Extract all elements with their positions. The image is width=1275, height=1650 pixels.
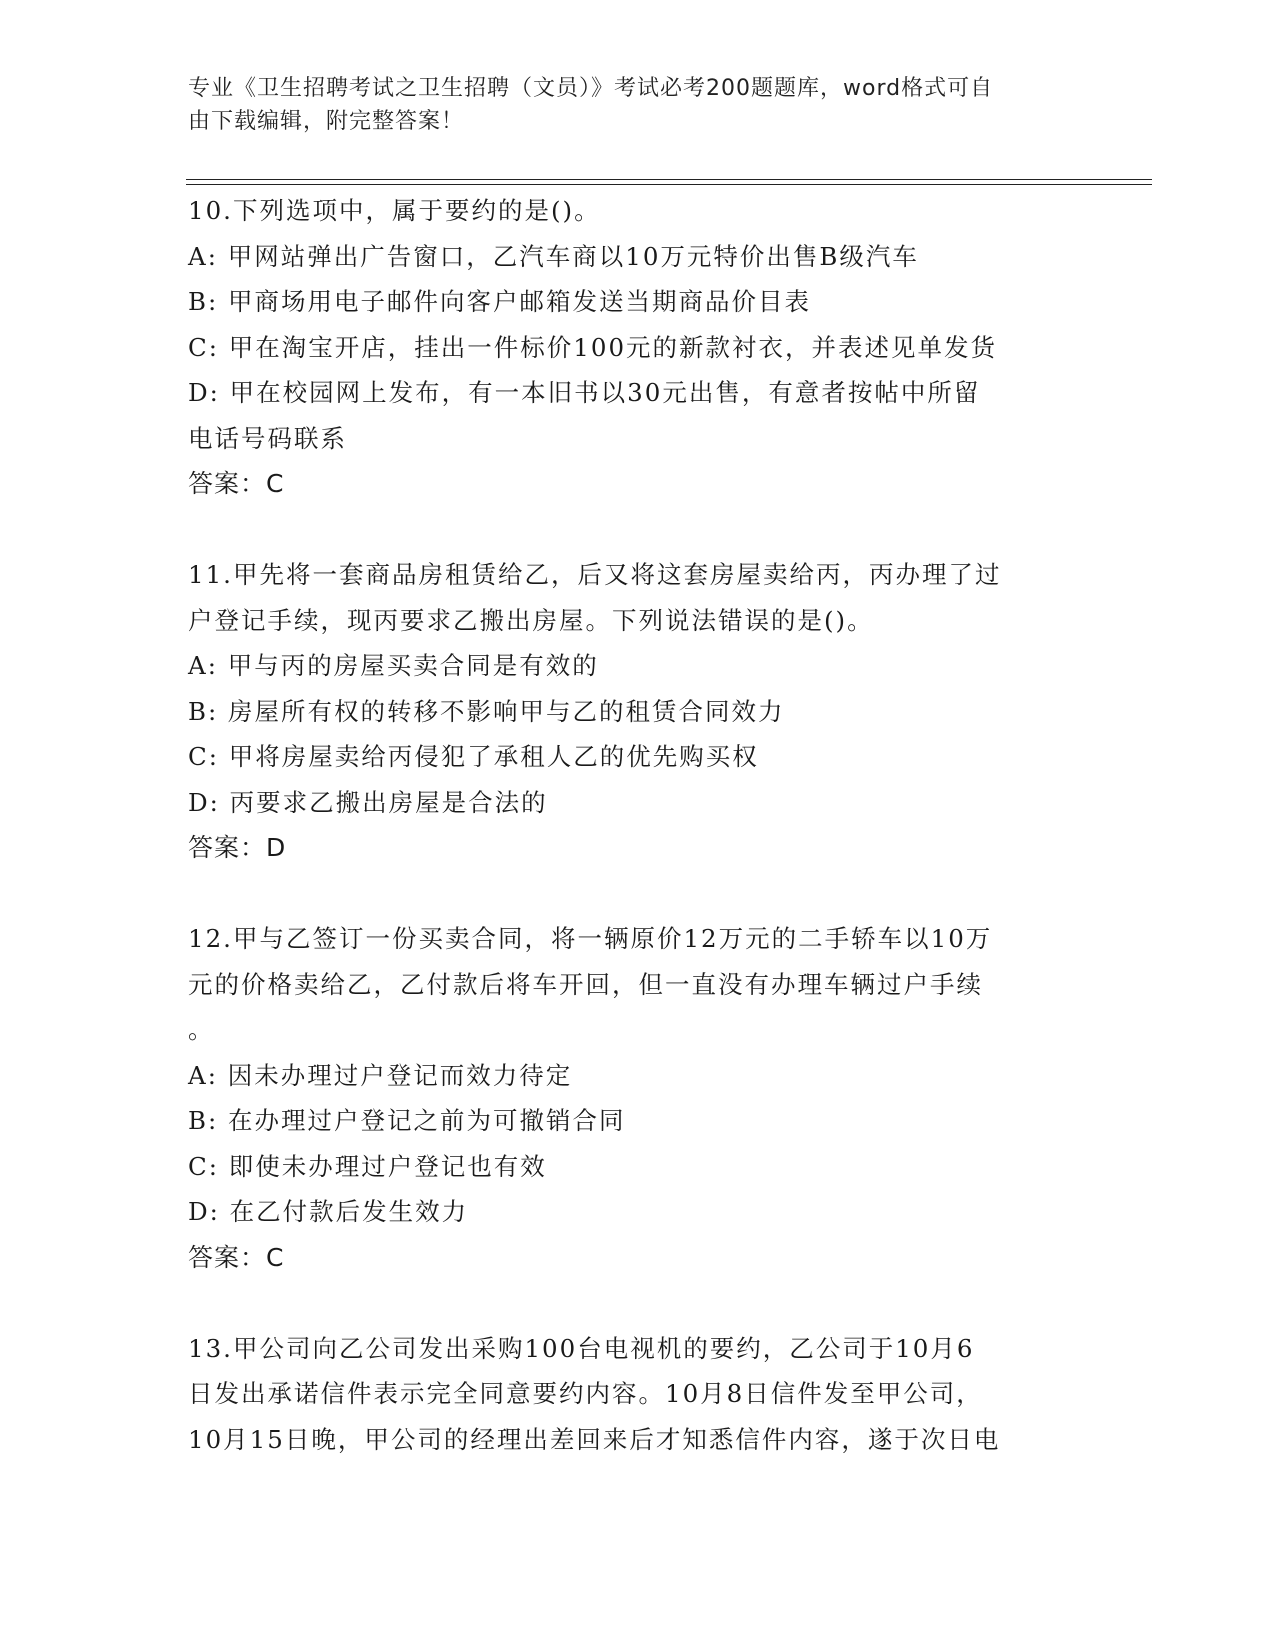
question-list: [188, 188, 1088, 1462]
question-12-answer: 答案：C: [188, 1242, 285, 1272]
question-10-answer: 答案：C: [188, 469, 285, 498]
question-11-option-d: D: 丙要求乙搬出房屋是合法的: [188, 787, 548, 817]
question-10-option-d: D: 甲在校园网上发布，有一本旧书以30元出售，有意者按帖中所留: [188, 378, 981, 407]
header-line-2: 由下载编辑，附完整答案！: [188, 109, 465, 134]
question-10-option-a: A: 甲网站弹出广告窗口，乙汽车商以10万元特价出售B级汽车: [188, 241, 919, 271]
question-11: [188, 552, 1088, 871]
question-12: [188, 916, 1088, 1280]
question-12-option-c: C: 即使未办理过户登记也有效: [188, 1151, 547, 1181]
question-11-option-c: C: 甲将房屋卖给丙侵犯了承租人乙的优先购买权: [188, 742, 759, 771]
question-11-answer: 答案：D: [188, 833, 287, 862]
header-line-1: 专业《卫生招聘考试之卫生招聘（文员）》考试必考200题题库，word格式可自: [188, 76, 994, 101]
question-11-stem: 11.甲先将一套商品房租赁给乙，后又将这套房屋卖给丙，丙办理了过: [188, 560, 1002, 589]
question-13-stem-cont-1: 日发出承诺信件表示完全同意要约内容。10月8日信件发至甲公司，: [188, 1379, 983, 1408]
question-12-stem-cont-1: 元的价格卖给乙，乙付款后将车开回，但一直没有办理车辆过户手续: [188, 969, 983, 999]
question-13-stem-cont-2: 10月15日晚，甲公司的经理出差回来后才知悉信件内容，遂于次日电: [188, 1424, 1001, 1454]
spacer: [188, 1280, 1088, 1326]
question-10-option-b: B: 甲商场用电子邮件向客户邮箱发送当期商品价目表: [188, 287, 812, 316]
question-11-option-b: B: 房屋所有权的转移不影响甲与乙的租赁合同效力: [188, 696, 785, 726]
question-13: [188, 1326, 1088, 1463]
question-10: [188, 188, 1088, 507]
spacer: [188, 507, 1088, 553]
question-12-stem: 12.甲与乙签订一份买卖合同，将一辆原价12万元的二手轿车以10万: [188, 924, 993, 953]
question-12-option-b: B: 在办理过户登记之前为可撤销合同: [188, 1106, 626, 1135]
question-10-option-c: C: 甲在淘宝开店，挂出一件标价100元的新款衬衣，并表述见单发货: [188, 332, 998, 362]
question-11-stem-cont: 户登记手续，现丙要求乙搬出房屋。下列说法错误的是()。: [188, 605, 874, 635]
question-10-stem: 10.下列选项中，属于要约的是()。: [188, 196, 601, 225]
header-divider-top: [186, 179, 1152, 180]
header-divider-bottom: [186, 184, 1152, 185]
spacer: [188, 871, 1088, 917]
question-10-option-d-cont: 电话号码联系: [188, 423, 347, 453]
question-12-option-d: D: 在乙付款后发生效力: [188, 1197, 469, 1226]
question-11-option-a: A: 甲与丙的房屋买卖合同是有效的: [188, 651, 599, 680]
question-13-stem: 13.甲公司向乙公司发出采购100台电视机的要约，乙公司于10月6: [188, 1333, 975, 1363]
document-header: [188, 72, 1068, 138]
question-12-option-a: A: 因未办理过户登记而效力待定: [188, 1060, 573, 1090]
question-12-stem-cont-2: 。: [188, 1015, 215, 1044]
